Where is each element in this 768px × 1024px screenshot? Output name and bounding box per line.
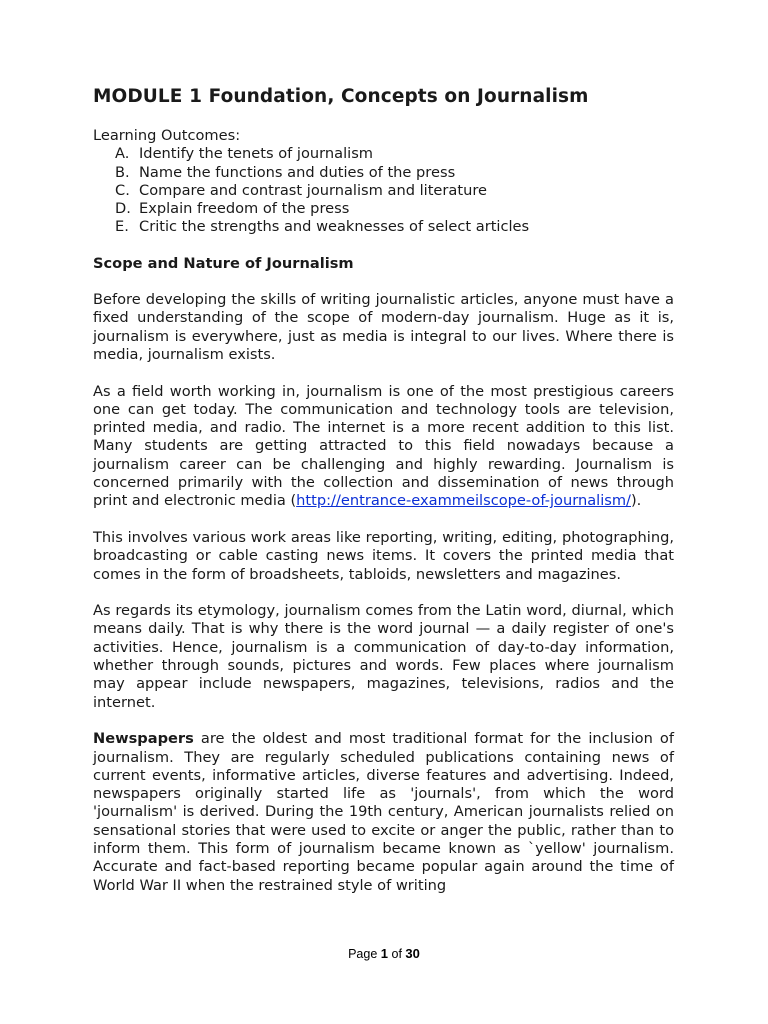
paragraph-etymology: As regards its etymology, journalism comes from the Latin word, diurnal, which means daily. That is why there is the word journal — a daily register of one's activities. Hence, journalism is a communication of day-to-day information, whether through sounds, pictures and words. Few places where journalism may appear include newspapers, magazines, televisions, radios and the internet. <box>93 602 674 711</box>
list-item-letter: A. <box>115 145 130 163</box>
total-pages-number: 30 <box>405 946 420 961</box>
page-footer <box>0 946 768 961</box>
list-item <box>93 182 674 200</box>
page-title: MODULE 1 Foundation, Concepts on Journalism <box>93 86 589 107</box>
list-item <box>93 218 674 236</box>
learning-outcomes-list <box>93 145 674 236</box>
paragraph-career-text: As a field worth working in, journalism is one of the most prestigious careers one can get today. The communication and technology tools are television, printed media, and radio. The internet is a more recent addition to this list. Many students are getting attracted to this field nowadays because a journalism career can be challenging and highly rewarding. Journalism is concerned primarily with the collection and dissemination of news through print and electronic media ( <box>93 382 674 510</box>
learning-outcomes <box>93 127 674 895</box>
newspapers-term: Newspapers <box>93 730 194 748</box>
paragraph-scope: Before developing the skills of writing journalistic articles, anyone must have a fixed understanding of the scope of modern-day journalism. Huge as it is, journalism is everywhere, just as media is integral to our lives. Where there is media, journalism exists. <box>93 291 674 363</box>
paragraph-newspapers-text: are the oldest and most traditional format for the inclusion of journalism. They are regularly scheduled publications containing news of current events, informative articles, diverse features and advertising. Indeed, newspapers originally started life as 'journals', from which the word 'journalism' is derived. During the 19th century, American journalists relied on sensational stories that were used to excite or anger the public, rather than to inform them. This form of journalism became known as `yellow' journalism. Accurate and fact-based reporting became popular again around the time of World War II when the restrained style of writing <box>93 730 674 894</box>
of-word: of <box>391 947 402 961</box>
list-item-text: Identify the tenets of journalism <box>139 145 374 163</box>
list-item <box>93 145 674 163</box>
list-item-letter: B. <box>115 163 130 181</box>
paragraph-career-close: ). <box>630 492 642 510</box>
current-page-number: 1 <box>380 946 389 961</box>
list-item-text: Name the functions and duties of the press <box>139 163 456 181</box>
list-item <box>93 200 674 218</box>
source-link[interactable]: http://entrance-exammeilscope-of-journalism/ <box>296 492 631 510</box>
paragraph-newspapers <box>93 730 674 895</box>
paragraph-work-areas: This involves various work areas like reporting, writing, editing, photographing, broadcasting or cable casting news items. It covers the printed media that comes in the form of broadsheets, tabloids, newsletters and magazines. <box>93 528 674 583</box>
document-page <box>93 84 674 895</box>
page-word: Page <box>348 947 378 961</box>
section-heading: Scope and Nature of Journalism <box>93 254 354 272</box>
list-item-letter: E. <box>115 218 129 236</box>
list-item-text: Compare and contrast journalism and literature <box>139 181 487 199</box>
paragraph-career <box>93 383 674 511</box>
list-item <box>93 164 674 182</box>
list-item-text: Critic the strengths and weaknesses of select articles <box>139 218 530 236</box>
list-item-letter: D. <box>115 200 131 218</box>
list-item-letter: C. <box>115 181 130 199</box>
list-item-text: Explain freedom of the press <box>139 200 350 218</box>
learning-outcomes-label: Learning Outcomes: <box>93 127 241 144</box>
